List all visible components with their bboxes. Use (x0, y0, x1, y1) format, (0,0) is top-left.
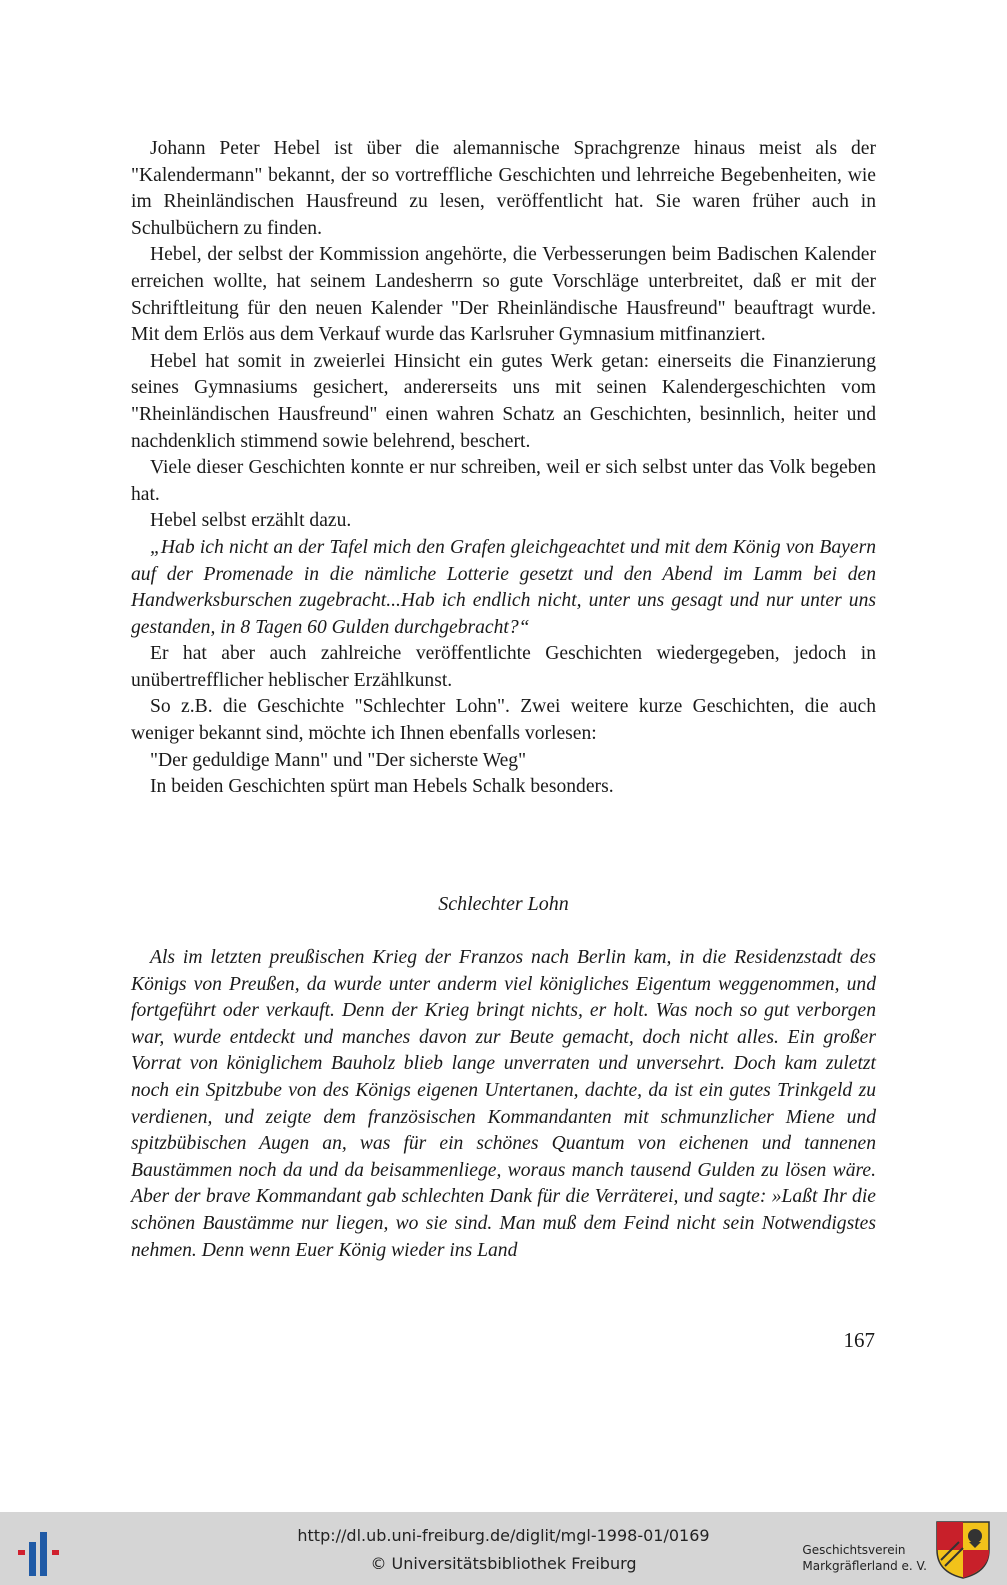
footer-bar (0, 1512, 1007, 1585)
paragraph-5: Hebel selbst erzählt dazu. (150, 510, 352, 532)
paragraph-3: Hebel hat somit in zweierlei Hinsicht ein gutes Werk getan: einerseits die Finanzierung seines Gymnasiums gesichert, andererseits uns mit seinen Kalendergeschichten vom "Rheinländischen Hausfreund" einen wahren Schatz an Geschichten, besinnlich, heiter und nachdenklich stimmend sowie belehrend, beschert. (131, 350, 876, 452)
paragraph-9: "Der geduldige Mann" und "Der sicherste Weg" (150, 749, 527, 771)
hebel-quote: „Hab ich nicht an der Tafel mich den Grafen gleichgeachtet und mit dem König von Bayern auf der Promenade in die nämliche Lotterie gesetzt und den Abend im Lamm bei den Handwerksburschen zugebracht...Hab ich endlich nicht, unter uns gesagt und nur unter uns gestanden, in 8 Tagen 60 Gulden durchgebracht?“ (131, 536, 876, 638)
coat-of-arms-icon (935, 1520, 991, 1580)
body-text (131, 136, 876, 801)
paragraph-4: Viele dieser Geschichten konnte er nur schreiben, weil er sich selbst unter das Volk begeben hat. (131, 457, 876, 505)
copyright-text: © Universitätsbibliothek Freiburg (370, 1554, 637, 1573)
paragraph-7: Er hat aber auch zahlreiche veröffentlichte Geschichten wiedergegeben, jedoch in unübertrefflicher heblischer Erzählkunst. (131, 643, 876, 691)
paragraph-2: Hebel, der selbst der Kommission angehörte, die Verbesserungen beim Badischen Kalender erreichen wollte, hat seinem Landesherrn so gute Vorschläge unterbreitet, daß er mit der Schriftleitung für den neuen Kalender "Der Rheinländische Hausfreund" beauftragt wurde. Mit dem Erlös aus dem Verkauf wurde das Karlsruher Gymnasium mitfinanziert. (131, 244, 876, 346)
society-line-2: Markgräflerland e. V. (802, 1559, 927, 1573)
society-name (802, 1542, 927, 1574)
page-number: 167 (843, 1328, 875, 1352)
story-text-block (131, 945, 876, 1264)
paragraph-1: Johann Peter Hebel ist über die alemannische Sprachgrenze hinaus meist als der "Kalendermann" bekannt, der so vortreffliche Geschichten und lehrreiche Begebenheiten, wie im Rheinländischen Hausfreund zu lesen, veröffentlicht hat. Sie waren früher auch in Schulbüchern zu finden. (131, 138, 876, 239)
paragraph-10: In beiden Geschichten spürt man Hebels Schalk besonders. (150, 776, 614, 798)
story-title: Schlechter Lohn (438, 893, 569, 915)
paragraph-8: So z.B. die Geschichte "Schlechter Lohn". Zwei weitere kurze Geschichten, die auch weniger bekannt sind, möchte ich Ihnen ebenfalls vorlesen: (131, 696, 876, 745)
story-text: Als im letzten preußischen Krieg der Franzos nach Berlin kam, in die Residenzstadt des Königs von Preußen, da wurde unter anderm viel königliches Eigentum weggenommen, und fortgeführt oder verkauft. Denn der Krieg bringt nichts, er holt. Was noch so gut verborgen war, wurde entdeckt und manches davon zur Beute gemacht, doch nicht alles. Ein großer Vorrat von königlichem Bauholz blieb lange unverraten und unversehrt. Doch kam zuletzt noch ein Spitzbube von des Königs eigenen Untertanen, dachte, da ist ein gutes Trinkgeld zu verdienen, und zeigte dem französischen Kommandanten mit schmunzlicher Miene und spitzbübischen Augen an, was für ein schönes Quantum von eichenen und tannenen Baustämmen noch da und da beisammenliege, woraus manch tausend Gulden zu lösen wäre. Aber der brave Kommandant gab schlechten Dank für die Verräterei, und sagte: »Laßt Ihr die schönen Baustämme nur liegen, wo sie sind. Man muß dem Feind nicht sein Notwendigstes nehmen. Denn wenn Euer König wieder ins Land (131, 947, 876, 1261)
society-line-1: Geschichtsverein (802, 1543, 906, 1557)
source-url-link[interactable]: http://dl.ub.uni-freiburg.de/diglit/mgl-1998-01/0169 (297, 1526, 710, 1545)
